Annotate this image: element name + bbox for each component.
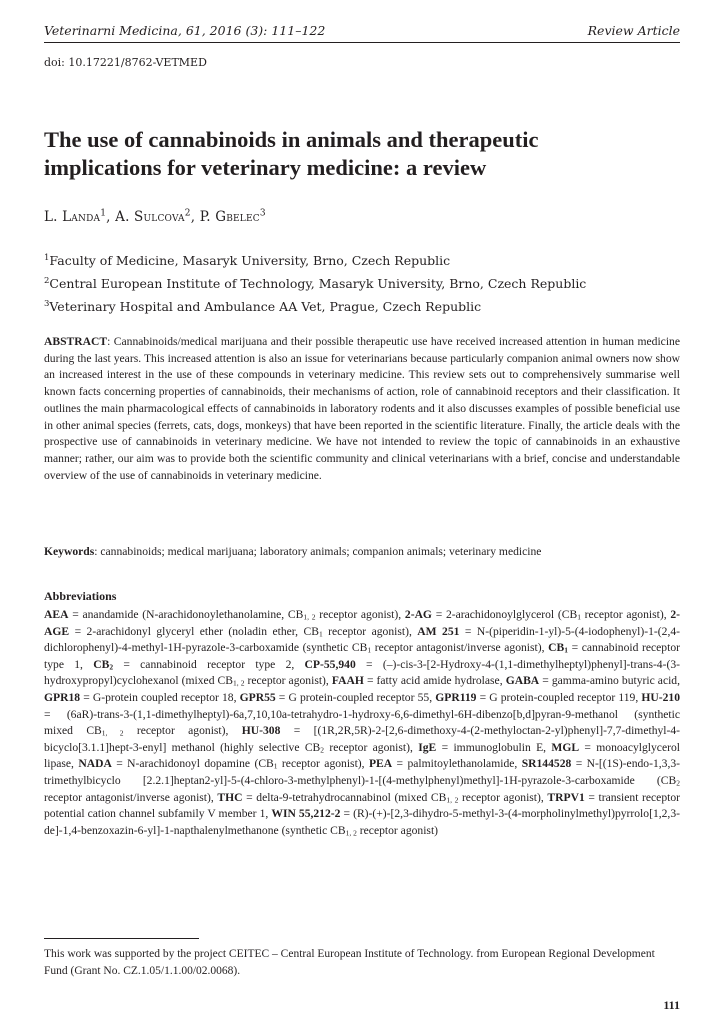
abbreviation-entry: GPR55 = G protein-coupled receptor 55, (239, 690, 436, 704)
abbreviation-entry: AM 251 = N-(piperidin-1-yl)-5-(4-iodophenyl)-1-(2,4-dichlorophenyl)-4-methyl-1H-pyrazole-3-carboxamide (synthetic $CB_1$ receptor antagonist/inverse agonist), (44, 624, 680, 655)
abbreviation-term: GPR55 (239, 690, 276, 704)
abbreviation-entry: CP-55,940 = (–)-cis-3-[2-Hydroxy-4-(1,1-dimethylheptyl)phenyl]-trans-4-(3-hydroxypropyl)cyclohexanol (mixed $CB_{1, 2}$ receptor agonist), (44, 657, 680, 688)
abbreviations-list (44, 607, 680, 839)
funding-footnote: This work was supported by the project CEITEC – Central European Institute of Technology. from European Regional Development Fund (Grant No. CZ.1.05/1.1.00/02.0068). (44, 948, 655, 977)
author: P. Gbelec$^3$ (199, 208, 266, 225)
keywords-label: Keywords (44, 545, 95, 558)
journal-citation: Veterinarni Medicina, 61, 2016 (3): 111–122 (44, 23, 326, 38)
affiliation: $^3$Veterinary Hospital and Ambulance AA Vet, Prague, Czech Republic (44, 299, 482, 315)
abbreviation-term: NADA (78, 757, 112, 771)
doi: doi: 10.17221/8762-VETMED (44, 56, 207, 69)
abbreviation-term: HU-308 (241, 724, 281, 738)
abbreviation-entry: WIN 55,212-2 = (R)-(+)-[2,3-dihydro-5-methyl-3-(4-morpholinylmethyl)pyrrolo[1,2,3-de]-1,4-benzoxazin-6-yl]-1-napthalenylmethanone (synthetic $CB_{1, 2}$ receptor agonist) (44, 807, 680, 838)
author-list (44, 208, 266, 225)
affiliations (44, 248, 586, 317)
abbreviation-entry: TRPV1 = transient receptor potential cation channel subfamily V member 1, (44, 790, 681, 821)
author: A. Sulcova$^2$, (115, 208, 200, 225)
abbreviation-term: GPR119 (435, 690, 477, 704)
abbreviation-term: GABA (505, 674, 540, 688)
abbreviation-entry: PEA = palmitoylethanolamide, (368, 757, 522, 771)
abbreviation-entry: GPR119 = G protein-coupled receptor 119, (435, 690, 642, 704)
abbreviation-term: AM 251 (417, 624, 460, 638)
article-type: Review Article (587, 23, 680, 38)
abbreviation-term: THC (217, 790, 243, 804)
abbreviation-term: PEA (368, 757, 393, 771)
abbreviation-term: $CB_2$ (93, 657, 114, 672)
abbreviation-entry: HU-308 = [(1R,2R,5R)-2-[2,6-dimethoxy-4-(2-methyloctan-2-yl)phenyl]-7,7-dimethyl-4-bicyclo[3.1.1]hept-3-enyl] methanol (highly selective $CB_2$ receptor agonist), (44, 724, 681, 755)
abbreviation-entry: HU-210 = (6aR)-trans-3-(1,1-dimethylheptyl)-6a,7,10,10a-tetrahydro-1-hydroxy-6,6-dimethyl-6H-dibenzo[b,d]pyran-9-methanol (synthetic mixed $CB_{1, 2}$ receptor agonist), (44, 690, 680, 738)
title-line-2: implications for veterinary medicine: a review (44, 155, 487, 180)
abstract (44, 334, 680, 484)
abbreviation-term: MGL (551, 740, 580, 754)
footnote-divider (44, 938, 199, 939)
abbreviation-term: WIN 55,212-2 (271, 807, 341, 821)
abbreviation-term: 2-AG (404, 608, 432, 621)
abstract-label: ABSTRACT (44, 335, 108, 348)
article-title (44, 126, 684, 182)
abbreviation-entry: 2-AG = 2-arachidonoylglycerol ($CB_1$ receptor agonist), (404, 608, 671, 622)
affiliation: $^1$Faculty of Medicine, Masaryk University, Brno, Czech Republic (44, 253, 451, 269)
abbreviation-term: GPR18 (44, 690, 81, 704)
abbreviation-entry: IgE = immunoglobulin E, (418, 740, 552, 754)
abbreviation-entry: $CB_1$ = cannabinoid receptor type 1, (44, 641, 680, 671)
abbreviation-entry: $CB_2$ = cannabinoid receptor type 2, (93, 657, 305, 672)
abbreviation-entry: AEA = anandamide (N-arachidonoylethanolamine, $CB_{1, 2}$ receptor agonist), (44, 608, 405, 622)
page-number: 111 (663, 998, 680, 1012)
abbreviation-term: AEA (44, 608, 69, 621)
abbreviation-entry: NADA = N-arachidonoyl dopamine ($CB_1$ receptor agonist), (78, 757, 369, 771)
abbreviation-term: FAAH (331, 674, 364, 688)
abbreviation-entry: 2-AGE = 2-arachidonyl glyceryl ether (noladin ether, $CB_1$ receptor agonist), (44, 608, 681, 639)
abbreviation-term: SR144528 (521, 757, 572, 771)
abbreviation-entry: GABA = gamma-amino butyric acid, (505, 674, 681, 688)
abbreviation-term: TRPV1 (547, 790, 585, 804)
abbreviation-entry: MGL = monoacylglycerol lipase, (44, 740, 680, 771)
abbreviation-entry: FAAH = fatty acid amide hydrolase, (331, 674, 506, 688)
title-line-1: The use of cannabinoids in animals and therapeutic (44, 127, 539, 152)
abbreviation-term: $CB_1$ (548, 641, 568, 655)
affiliation: $^2$Central European Institute of Technology, Masaryk University, Brno, Czech Republic (44, 276, 587, 292)
abbreviation-term: CP-55,940 (304, 657, 356, 671)
abbreviation-entry: GPR18 = G-protein coupled receptor 18, (44, 690, 240, 704)
abbreviation-term: 2-AGE (44, 608, 681, 638)
abstract-text: : Cannabinoids/medical marijuana and their possible therapeutic use have received increased attention in human medicine during the last years. This increased attention is also an issue for veterinarians because particularly companion animal owners now show an increased interest in the use of these compounds in veterinary medicine. This review sets out to comprehensively summarise well known facts concerning properties of cannabinoids, their mechanisms of action, role of cannabinoid receptors and their classification. It outlines the main pharmacological effects of cannabinoids in laboratory rodents and it also discusses examples of possible beneficial use in other animal species (ferrets, cats, dogs, monkeys) that have been reported in the scientific literature. Finally, the article deals with the prospective use of cannabinoids in veterinary medicine. We have not intended to review the topic of cannabinoids in an exhaustive manner; rather, our aim was to provide both the scientific community and clinical veterinarians with a brief, concise and understandable overview of the use of cannabinoids in veterinary medicine. (44, 335, 680, 482)
keywords (44, 545, 680, 558)
keywords-text: : cannabinoids; medical marijuana; laboratory animals; companion animals; veterinary medicine (94, 545, 542, 558)
abbreviation-term: IgE (418, 740, 437, 754)
author: L. Landa$^1$, (44, 208, 116, 225)
abbreviation-term: HU-210 (641, 690, 680, 704)
running-header (44, 20, 680, 43)
abbreviation-entry: THC = delta-9-tetrahydrocannabinol (mixed $CB_{1, 2}$ receptor agonist), (217, 790, 548, 805)
abbreviation-entry: SR144528 = N-[(1S)-endo-1,3,3-trimethylbicyclo [2.2.1]heptan2-yl]-5-(4-chloro-3-methylphenyl)-1-[(4-methylphenyl)methyl]-1H-pyrazole-3-carboxamide ($CB_2$ receptor antagonist/inverse agonist), (44, 757, 681, 804)
abbreviations-heading: Abbreviations (44, 589, 117, 603)
